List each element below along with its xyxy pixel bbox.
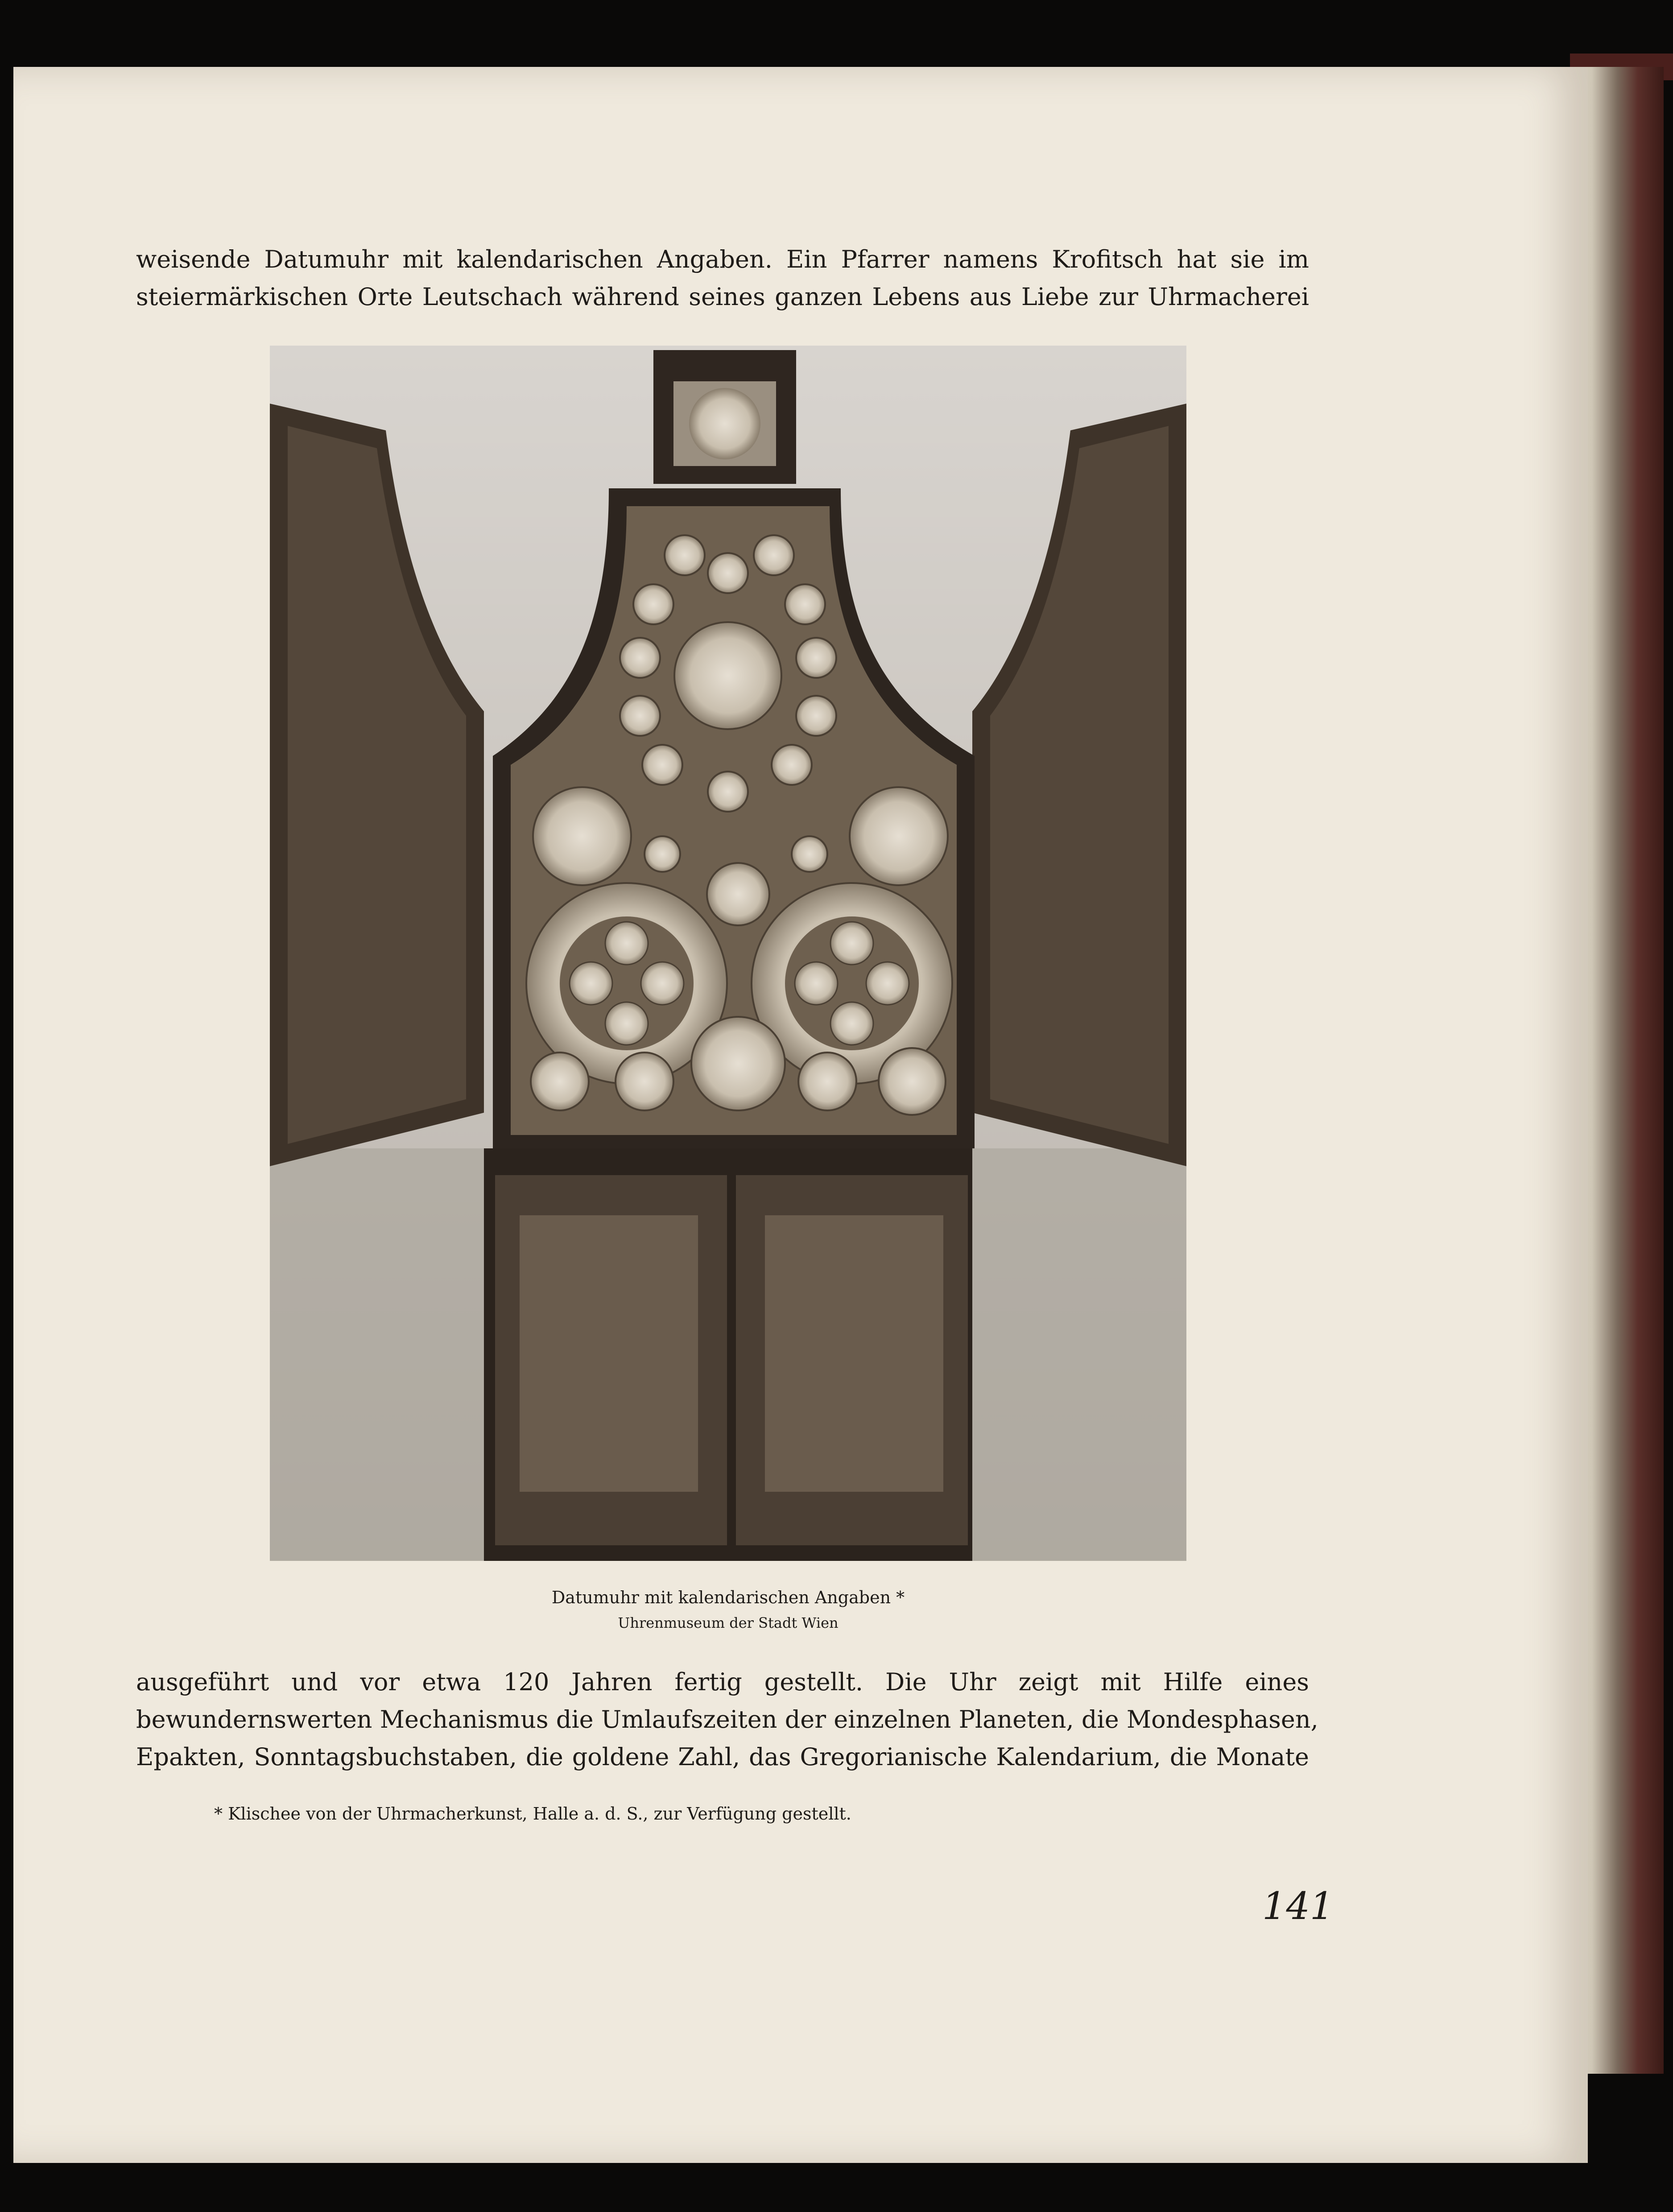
text-line: steiermärkischen Orte Leutschach während seines ganzen Lebens aus Liebe zur Uhrmacherei: [136, 283, 1309, 311]
figure-caption-title: Datumuhr mit kalendarischen Angaben *: [551, 1588, 905, 1607]
text-line: ausgeführt und vor etwa 120 Jahren fertig gestellt. Die Uhr zeigt mit Hilfe eines: [136, 1668, 1309, 1696]
body-text-top: [136, 241, 1309, 316]
footnote: * Klischee von der Uhrmacherkunst, Halle a. d. S., zur Verfügung gestellt.: [214, 1804, 851, 1824]
clock-cabinet-illustration: [270, 346, 1186, 1561]
text-line: bewundernswerten Mechanismus die Umlaufszeiten der einzelnen Planeten, die Mondesphasen,: [136, 1705, 1318, 1733]
figure-caption-source: Uhrenmuseum der Stadt Wien: [618, 1614, 839, 1631]
clock-photograph: [270, 346, 1186, 1561]
body-text-bottom: [136, 1663, 1318, 1776]
text-line: weisende Datumuhr mit kalendarischen Angaben. Ein Pfarrer namens Krofitsch hat sie im: [136, 245, 1309, 273]
page-number: 141: [1262, 1884, 1334, 1928]
text-line: Epakten, Sonntagsbuchstaben, die goldene Zahl, das Gregorianische Kalendarium, die Monate: [136, 1743, 1309, 1771]
